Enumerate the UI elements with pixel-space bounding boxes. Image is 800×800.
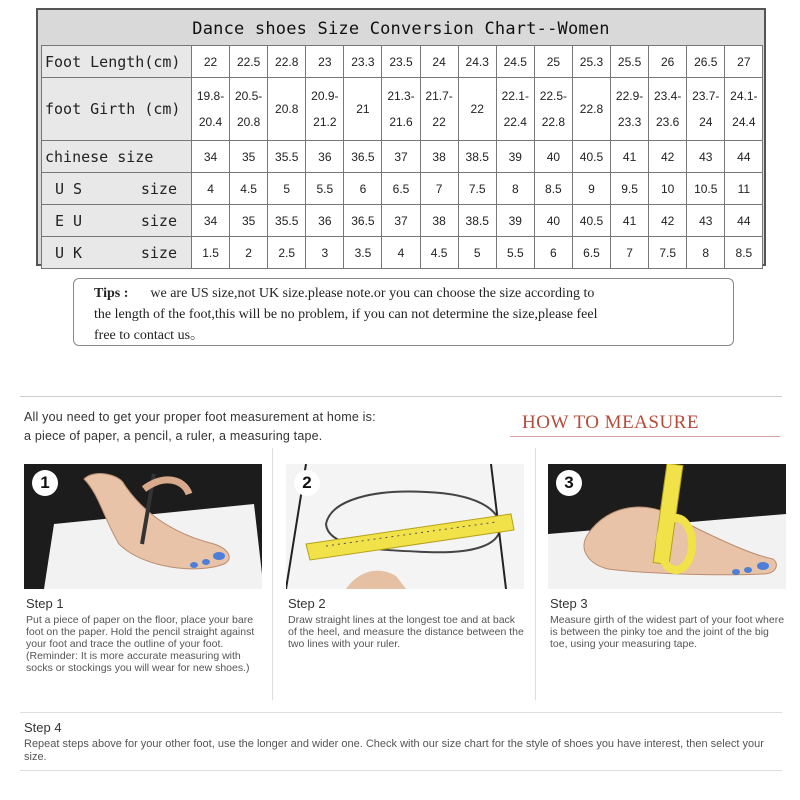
- size-cell: [725, 78, 763, 141]
- step-2-number: 2: [294, 470, 320, 496]
- row-label-unit: U K: [55, 243, 83, 262]
- girth-high: 24: [699, 115, 713, 129]
- size-cell: 7: [420, 173, 458, 205]
- size-cell: 27: [725, 46, 763, 78]
- size-cell: 38: [420, 141, 458, 173]
- size-cell: 36: [306, 141, 344, 173]
- ruler-illustration: [286, 464, 524, 589]
- size-cell: [230, 78, 268, 141]
- size-cell: 22: [192, 46, 230, 78]
- size-cell: 41: [611, 205, 649, 237]
- size-cell: 9.5: [611, 173, 649, 205]
- size-cell: 8.5: [725, 237, 763, 269]
- size-cell: 35: [230, 205, 268, 237]
- intro-line1: All you need to get your proper foot measurement at home is:: [24, 410, 376, 424]
- chart-title: Dance shoes Size Conversion Chart--Women: [192, 19, 610, 39]
- size-cell: 5.5: [306, 173, 344, 205]
- girth-low: 22.5-: [539, 89, 568, 103]
- size-cell: [382, 78, 420, 141]
- size-cell: 8: [687, 237, 725, 269]
- size-row: [42, 173, 763, 205]
- step-1-photo: [24, 464, 262, 589]
- size-cell: 43: [687, 141, 725, 173]
- step-2-title: Step 2: [288, 596, 326, 611]
- size-cell: [420, 78, 458, 141]
- size-cell: [268, 78, 306, 141]
- size-cell: [649, 78, 687, 141]
- intro-text: [24, 408, 376, 446]
- row-label-size: size: [140, 179, 177, 198]
- step-2-photo: [286, 464, 524, 589]
- step-2-text: Draw straight lines at the longest toe and at back of the heel, and measure the distance between the two lines with your ruler.: [288, 614, 524, 650]
- tips-text-line3: free to contact us。: [94, 328, 205, 343]
- size-cell: 39: [496, 141, 534, 173]
- girth-high: 22.4: [503, 115, 527, 129]
- size-cell: [496, 78, 534, 141]
- size-cell: 23.5: [382, 46, 420, 78]
- girth-low: 20.9-: [311, 89, 339, 103]
- size-conversion-chart: [36, 8, 766, 266]
- size-cell: 10: [649, 173, 687, 205]
- size-cell: 6: [534, 237, 572, 269]
- size-cell: 42: [649, 141, 687, 173]
- size-cell: 4.5: [230, 173, 268, 205]
- size-cell: 8: [496, 173, 534, 205]
- size-cell: 34: [192, 205, 230, 237]
- size-cell: 4: [192, 173, 230, 205]
- girth-high: 22: [432, 115, 446, 129]
- girth-low: 22.9-: [615, 89, 644, 103]
- size-cell: 23: [306, 46, 344, 78]
- size-cell: 24.3: [458, 46, 496, 78]
- intro-line2: a piece of paper, a pencil, a ruler, a measuring tape.: [24, 429, 323, 443]
- size-cell: 25: [534, 46, 572, 78]
- size-cell: 10.5: [687, 173, 725, 205]
- size-cell: [458, 78, 496, 141]
- size-cell: 23.3: [344, 46, 382, 78]
- size-cell: 40.5: [572, 141, 610, 173]
- size-cell: [192, 78, 230, 141]
- tips-box: [73, 278, 734, 346]
- tips-label: Tips :: [94, 286, 129, 301]
- girth-high: 21.2: [313, 115, 337, 129]
- girth-low: 22.1-: [501, 89, 529, 103]
- step-3-title: Step 3: [550, 596, 588, 611]
- size-cell: 38.5: [458, 205, 496, 237]
- size-cell: 5: [268, 173, 306, 205]
- size-cell: 5.5: [496, 237, 534, 269]
- step-1-title: Step 1: [26, 596, 64, 611]
- size-cell: 6.5: [382, 173, 420, 205]
- divider: [535, 448, 536, 700]
- row-label: [42, 237, 192, 269]
- size-cell: [306, 78, 344, 141]
- girth-high: 23.6: [655, 115, 680, 129]
- size-table: [41, 45, 763, 269]
- size-cell: 37: [382, 141, 420, 173]
- size-cell: 2.5: [268, 237, 306, 269]
- size-cell: [572, 78, 610, 141]
- girth-high: 21.6: [389, 115, 413, 129]
- girth-value: 20.8: [275, 102, 299, 116]
- size-row: [42, 237, 763, 269]
- size-cell: 7.5: [458, 173, 496, 205]
- size-cell: [687, 78, 725, 141]
- row-label: [42, 173, 192, 205]
- step-1-text: Put a piece of paper on the floor, place your bare foot on the paper. Hold the pencil straight against your foot and trace the outline of your foot. (Reminder: It is more accurate measuring with socks or stockings you will wear for new shoes.): [26, 614, 255, 674]
- row-label-size: size: [140, 211, 177, 230]
- row-label-size: size: [140, 243, 177, 262]
- row-label: chinese size: [42, 141, 192, 173]
- size-cell: 24.5: [496, 46, 534, 78]
- size-cell: 26.5: [687, 46, 725, 78]
- girth-value: 22: [470, 102, 484, 116]
- girth-value: 21: [356, 102, 370, 116]
- size-cell: 8.5: [534, 173, 572, 205]
- size-cell: 2: [230, 237, 268, 269]
- girth-low: 21.3-: [387, 89, 415, 103]
- divider: [20, 396, 782, 397]
- tape-measure-illustration: [548, 464, 786, 589]
- size-cell: 5: [458, 237, 496, 269]
- size-cell: 41: [611, 141, 649, 173]
- size-cell: 6: [344, 173, 382, 205]
- row-label-unit: U S: [55, 179, 83, 198]
- heading-underline: [510, 436, 780, 437]
- girth-high: 22.8: [541, 115, 566, 129]
- size-cell: 38.5: [458, 141, 496, 173]
- size-cell: 36.5: [344, 141, 382, 173]
- size-cell: 11: [725, 173, 763, 205]
- step-1-number: 1: [32, 470, 58, 496]
- size-cell: 43: [687, 205, 725, 237]
- size-cell: [534, 78, 572, 141]
- size-cell: 38: [420, 205, 458, 237]
- size-cell: 44: [725, 205, 763, 237]
- size-cell: 3.5: [344, 237, 382, 269]
- size-cell: 1.5: [192, 237, 230, 269]
- size-cell: 44: [725, 141, 763, 173]
- size-row: [42, 46, 763, 78]
- girth-low: 20.5-: [234, 89, 263, 103]
- girth-low: 23.7-: [692, 89, 720, 103]
- how-to-measure-section: [20, 396, 788, 776]
- divider: [272, 448, 273, 700]
- size-cell: 36.5: [344, 205, 382, 237]
- size-row: [42, 205, 763, 237]
- size-cell: 39: [496, 205, 534, 237]
- row-label: [42, 205, 192, 237]
- size-cell: 25.3: [572, 46, 610, 78]
- size-cell: 40.5: [572, 205, 610, 237]
- size-cell: 7.5: [649, 237, 687, 269]
- divider: [20, 770, 782, 771]
- tips-text-line1: we are US size,not UK size.please note.or you can choose the size according to: [150, 286, 595, 301]
- size-cell: 24: [420, 46, 458, 78]
- size-row: [42, 78, 763, 141]
- girth-low: 21.7-: [425, 89, 453, 103]
- size-cell: 4.5: [420, 237, 458, 269]
- size-cell: 42: [649, 205, 687, 237]
- tips-text-line2: the length of the foot,this will be no problem, if you can not determine the size,please feel: [94, 307, 598, 322]
- girth-high: 20.8: [236, 115, 261, 129]
- step-3-photo: [548, 464, 786, 589]
- size-cell: 25.5: [611, 46, 649, 78]
- girth-high: 23.3: [617, 115, 642, 129]
- step-4-text: Repeat steps above for your other foot, use the longer and wider one. Check with our size chart for the style of shoes you have interest, then select your size.: [24, 738, 764, 763]
- girth-low: 24.1-: [730, 89, 758, 103]
- size-cell: 40: [534, 205, 572, 237]
- size-cell: 35.5: [268, 205, 306, 237]
- size-cell: 40: [534, 141, 572, 173]
- row-label: Foot Length(cm): [42, 46, 192, 78]
- size-cell: 4: [382, 237, 420, 269]
- size-cell: 35: [230, 141, 268, 173]
- row-label: foot Girth (cm): [42, 78, 192, 141]
- step-4-title: Step 4: [24, 720, 62, 735]
- how-to-measure-heading: HOW TO MEASURE: [522, 412, 699, 433]
- size-cell: 37: [382, 205, 420, 237]
- size-cell: 22.5: [230, 46, 268, 78]
- size-cell: [611, 78, 649, 141]
- foot-tracing-illustration: [24, 464, 262, 589]
- size-cell: 7: [611, 237, 649, 269]
- size-cell: 26: [649, 46, 687, 78]
- row-label-unit: E U: [55, 211, 83, 230]
- size-cell: 36: [306, 205, 344, 237]
- step-3-text: Measure girth of the widest part of your foot where is between the pinky toe and the joint of the big toe, using your measuring tape.: [550, 614, 785, 650]
- size-cell: [344, 78, 382, 141]
- girth-value: 22.8: [579, 102, 604, 116]
- step-3-number: 3: [556, 470, 582, 496]
- girth-high: 20.4: [198, 115, 223, 129]
- divider: [20, 712, 782, 713]
- size-cell: 3: [306, 237, 344, 269]
- girth-high: 24.4: [732, 115, 756, 129]
- size-cell: 34: [192, 141, 230, 173]
- size-cell: 6.5: [572, 237, 610, 269]
- girth-low: 19.8-: [196, 89, 225, 103]
- size-row: [42, 141, 763, 173]
- size-cell: 35.5: [268, 141, 306, 173]
- girth-low: 23.4-: [653, 89, 682, 103]
- size-cell: 9: [572, 173, 610, 205]
- size-cell: 22.8: [268, 46, 306, 78]
